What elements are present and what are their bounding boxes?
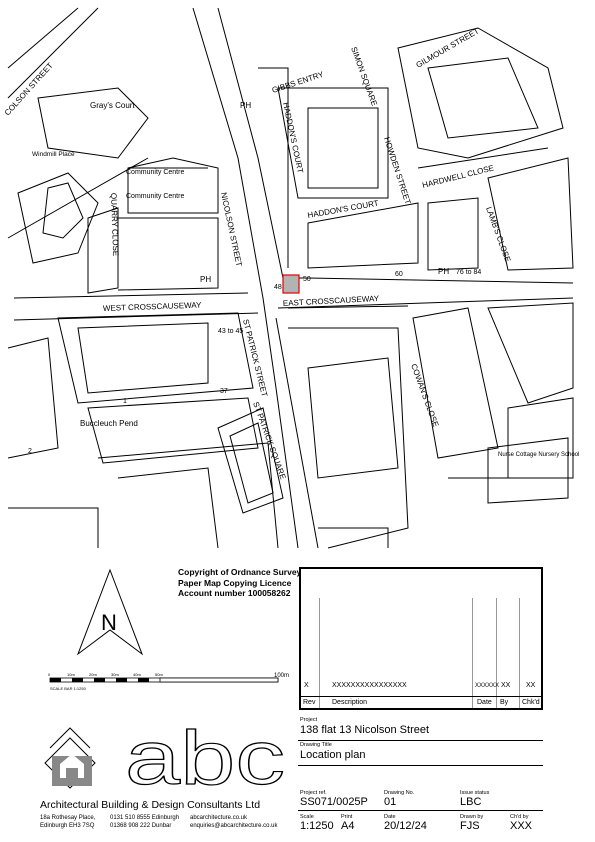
drawing-title-value: Location plan [300,749,366,761]
company-address [40,815,95,830]
hdr-by: By [500,699,509,706]
scale-tick: 50m [155,672,163,677]
map-label: 2 [28,448,32,455]
map-label: PH [438,267,450,276]
map-label: 50 [303,276,311,283]
copyright-line: Copyright of Ordnance Survey [178,567,302,577]
copyright-block [178,567,301,599]
map-label: Windmill Place [32,151,75,158]
map-label: 1 [123,398,127,405]
scale-value: 1:1250 [300,820,334,832]
date-value: 20/12/24 [384,820,427,832]
map-label: 76 to 84 [456,269,482,276]
copyright-line: Account number 100058262 [178,588,291,598]
map-label: HARDWELL CLOSE [421,163,495,190]
website-link[interactable]: abcarchitecture.co.uk [190,815,248,821]
rev-description: XXXXXXXXXXXXXXXX [332,682,407,689]
drawing-no-label: Drawing No. [384,790,415,796]
hdr-chkd: Chk'd [522,699,540,706]
hdr-date: Date [477,699,492,706]
map-label: COWAN'S CLOSE [409,362,441,429]
project-ref-label: Project ref. [300,790,327,796]
hdr-rev: Rev [303,699,316,706]
location-map [2,8,580,548]
map-label: 43 to 45 [218,328,244,335]
chkd-by-label: Ch'd by [510,814,529,820]
chkd-by-value: XXX [510,820,533,832]
scale-label: Scale [300,814,314,820]
project-label: Project [300,717,318,723]
map-label: Buccleuch Pend [80,419,138,428]
site-boundary [283,275,299,293]
map-label: PH [240,101,252,110]
map-label: HADDON'S COURT [281,101,305,174]
map-label: 60 [395,271,403,278]
company-name: Architectural Building & Design Consultants Ltd [40,799,261,811]
map-label: EAST CROSSCAUSEWAY [282,293,380,308]
email-link[interactable]: enquiries@abcarchitecture.co.uk [190,822,278,829]
map-label: WEST CROSSCAUSEWAY [102,300,202,313]
map-label: COLSON STREET [2,61,55,118]
print-label: Print [341,814,353,820]
rev-value: X [304,682,309,689]
company-logo-icon [40,716,290,803]
rev-date: XXXXXX [475,683,500,689]
address-line: Edinburgh EH3 7SQ [40,822,95,829]
map-drawing [2,8,580,548]
address-line: 18a Rothesay Place, [40,815,96,821]
issue-status-value: LBC [460,796,482,808]
map-label: QUARRY CLOSE [109,192,121,257]
revision-header [300,696,542,710]
company-contacts [190,815,277,830]
north-arrow-icon [70,568,150,663]
company-phones [110,815,179,830]
scale-tick: 20m [89,672,97,677]
map-label: NICOLSON STREET [219,191,244,268]
drawing-no-value: 01 [384,796,397,808]
rev-chkd: XX [526,682,536,689]
map-label: HADDON'S COURT [306,198,380,220]
scale-bar [48,672,298,707]
map-label: LAMB'S CLOSE [484,205,513,264]
map-label: GIBBS ENTRY [270,69,325,95]
map-label: ST PATRICK SQUARE [251,400,288,481]
map-label: Community Centre [126,193,185,200]
scale-label: SCALE BAR 1:1250 [50,686,86,691]
map-label: 37 [220,388,228,395]
scale-end: 100m [274,673,290,679]
drawn-by-label: Drawn by [460,814,484,820]
map-label: 48 [274,284,282,291]
phone-line: 01368 908 222 Dunbar [110,822,172,829]
phone-line: 0131 510 8555 Edinburgh [110,815,180,821]
drawn-by-value: FJS [460,820,480,832]
logo-text: abc [125,716,285,801]
map-label: HOWDEN STREET [382,135,413,206]
map-label: ST PATRICK STREET [241,318,270,398]
scale-tick: 0 [48,672,51,677]
project-value: 138 flat 13 Nicolson Street [300,724,430,736]
map-label: PH [200,275,212,284]
drawing-title-label: Drawing Title [300,742,332,748]
map-label: SIMON SQUARE [349,45,379,108]
issue-status-label: Issue status [460,790,490,796]
map-label: Community Centre [126,169,185,176]
scale-tick: 40m [133,672,141,677]
copyright-line: Paper Map Copying Licence [178,577,292,588]
project-ref-value: SS071/0025P [300,796,368,808]
rev-by: XX [501,682,511,689]
scale-tick: 10m [67,672,75,677]
print-value: A4 [341,820,355,832]
map-label: Gray's Court [90,101,135,110]
date-label: Date [384,814,396,820]
map-label: Nurse Cottage Nursery School [498,452,580,458]
hdr-description: Description [332,699,368,706]
map-label: GILMOUR STREET [414,26,481,70]
scale-tick: 30m [111,672,119,677]
north-label: N [101,610,117,635]
